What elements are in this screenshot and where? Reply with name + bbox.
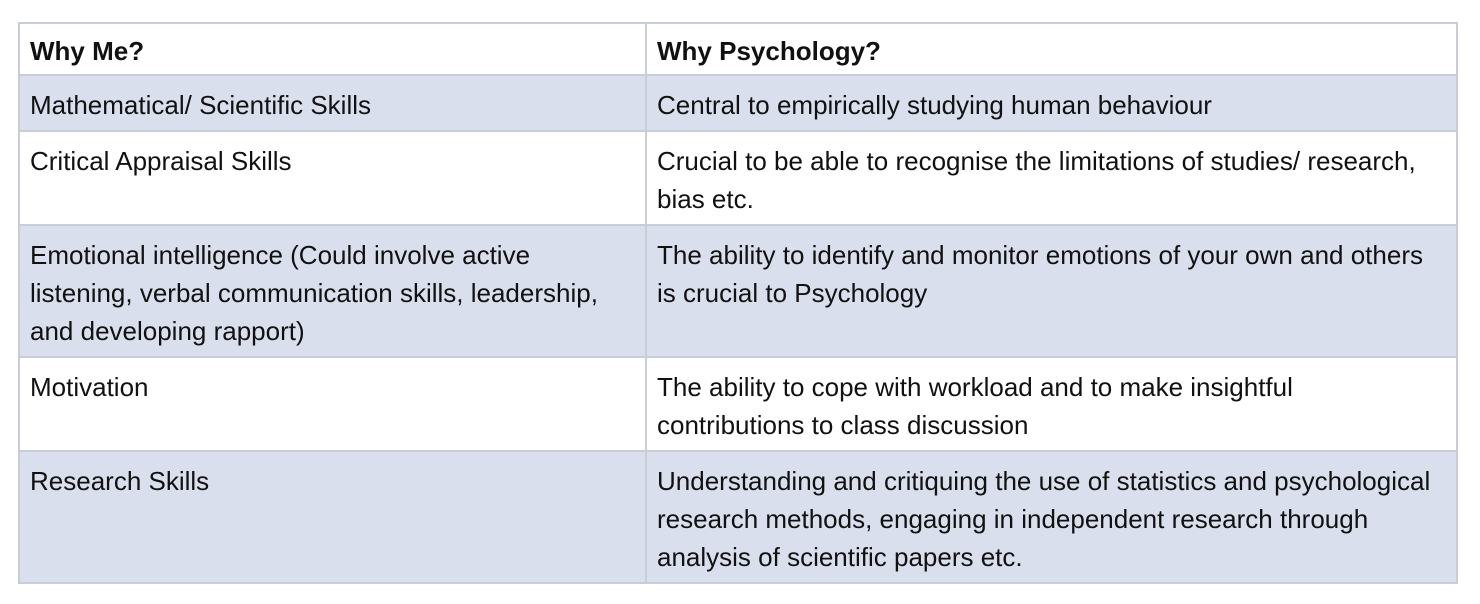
reason-cell: Central to empirically studying human behaviour (646, 75, 1457, 131)
reason-cell: The ability to identify and monitor emotions of your own and others is crucial to Psychology (646, 225, 1457, 357)
table-header-row (19, 23, 1457, 75)
reason-cell: Understanding and critiquing the use of statistics and psychological research methods, engaging in independent research through analysis of scientific papers etc. (646, 451, 1457, 583)
table-row (19, 75, 1457, 131)
reason-cell: The ability to cope with workload and to make insightful contributions to class discussion (646, 357, 1457, 451)
header-why-me: Why Me? (19, 23, 646, 75)
table-row (19, 357, 1457, 451)
skill-cell: Mathematical/ Scientific Skills (19, 75, 646, 131)
table-row (19, 131, 1457, 225)
header-why-psychology: Why Psychology? (646, 23, 1457, 75)
table-row (19, 451, 1457, 583)
table-row (19, 225, 1457, 357)
skills-table (18, 22, 1458, 584)
skill-cell: Critical Appraisal Skills (19, 131, 646, 225)
skill-cell: Emotional intelligence (Could involve active listening, verbal communication skills, leadership, and developing rapport) (19, 225, 646, 357)
skill-cell: Motivation (19, 357, 646, 451)
reason-cell: Crucial to be able to recognise the limitations of studies/ research, bias etc. (646, 131, 1457, 225)
skill-cell: Research Skills (19, 451, 646, 583)
